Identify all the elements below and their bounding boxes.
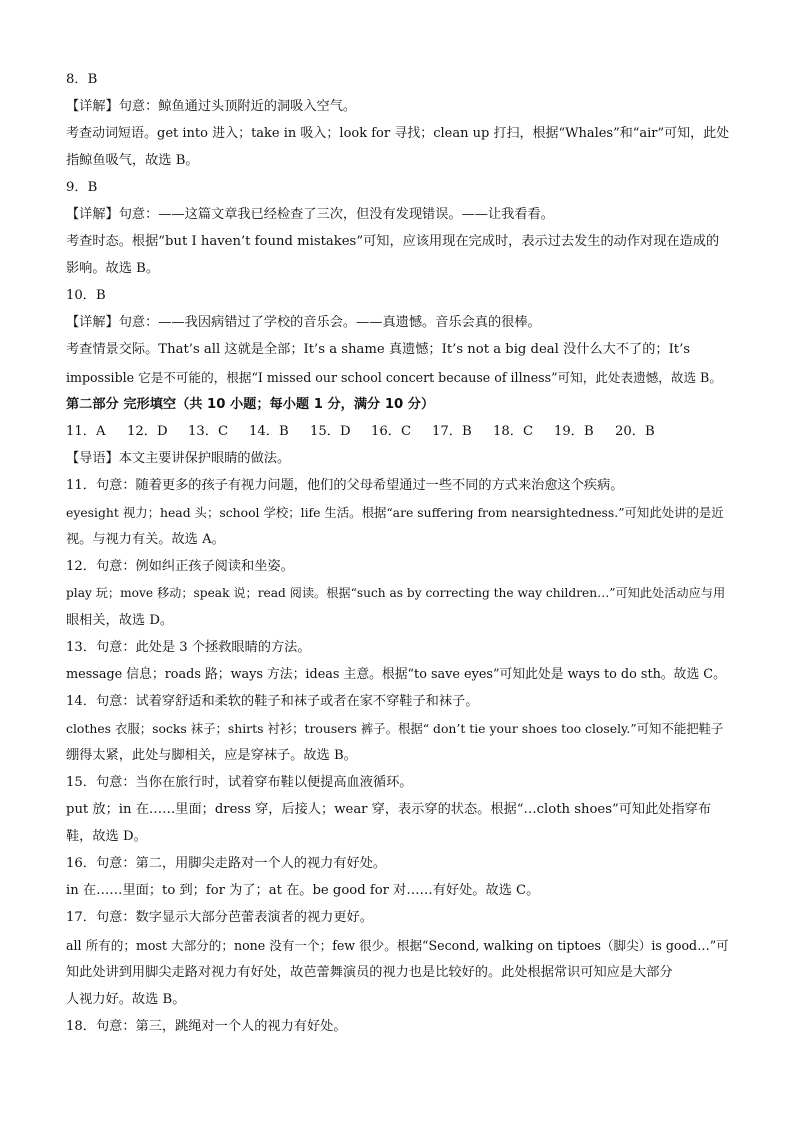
explanation-line: play 玩；move 移动；speak 说；read 阅读。根据“such as by correcting the way children…”可知此处活动应与用 [66,585,726,600]
explanation-line: 11．句意：随着更多的孩子有视力问题，他们的父母希望通过一些不同的方式来治愈这个疾病。 [66,477,624,493]
answer-key-row [66,418,730,445]
explanation-line: eyesight 视力；head 头；school 学校；life 生活。根据“are suffering from nearsightedness.”可知此处讲的是近 [66,504,724,520]
explanation-line: 视。与视力有关。故选 A。 [66,531,225,547]
explanation-line: 【详解】句意：——我因病错过了学校的音乐会。——真遗憾。音乐会真的很棒。 [66,315,541,331]
explanation-line: all 所有的；most 大部分的；none 没有一个；few 很少。根据“Second, walking on tiptoes（脚尖）is good…”可 [66,937,729,953]
explanation-line: 绷得太紧，此处与脚相关，应是穿袜子。故选 B。 [66,748,357,764]
answer-key-item: 14．B [249,423,289,439]
explanation-line: 15．句意：当你在旅行时，试着穿布鞋以便提高血液循环。 [66,775,413,791]
explanation-line: 13．句意：此处是 3 个拯救眼睛的方法。 [66,639,311,655]
explanation-line: 考查动词短语。get into 进入；take in 吸入；look for 寻找；clean up 打扫，根据“Whales”和“air”可知，此处 [66,126,730,142]
explanation-line: 【详解】句意：鲸鱼通过头顶附近的洞吸入空气。 [66,99,357,115]
explanation-line: 影响。故选 B。 [66,261,160,277]
explanation-line: clothes 衣服；socks 袜子；shirts 衬衫；trousers 裤子。根据“ don’t tie your shoes too closely.”可知不能把鞋子 [66,721,724,737]
answer-key-item: 20．B [615,423,655,439]
explanation-line: 12．句意：例如纠正孩子阅读和坐姿。 [66,558,294,574]
section-heading: 第二部分 完形填空（共 10 小题；每小题 1 分，满分 10 分） [66,396,435,412]
answer-key-item: 18．C [493,423,534,439]
explanation-line: 知此处讲到用脚尖走路对视力有好处，故芭蕾舞演员的视力也是比较好的。此处根据常识可知应是大部分 [66,964,673,980]
answer-key-item: 15．D [310,423,351,439]
answer-key-item: 17．B [432,423,472,439]
answer-key-item: 13．C [188,423,229,439]
intro-line: 【导语】本文主要讲保护眼睛的做法。 [66,450,291,466]
answer-key-item: 11．A [66,423,106,439]
explanation-line: in 在……里面；to 到；for 为了；at 在。be good for 对……有好处。故选 C。 [66,883,540,899]
explanation-line: 人视力好。故选 B。 [66,991,186,1007]
explanation-line: 17．句意：数字显示大部分芭蕾表演者的视力更好。 [66,910,373,926]
explanation-line: 鞋，故选 D。 [66,829,147,845]
page-body [66,66,730,1040]
explanation-line: 考查情景交际。That’s all 这就是全部；It’s a shame 真遗憾；It’s not a big deal 没什么大不了的；It’s [66,342,691,358]
explanation-line: 【详解】句意：——这篇文章我已经检查了三次，但没有发现错误。——让我看看。 [66,207,554,223]
question-number: 8．B [66,72,98,87]
explanation-line: impossible 它是不可能的，根据“I missed our school concert because of illness”可知，此处表遗憾，故选 B。 [66,369,722,385]
explanation-line: put 放；in 在……里面；dress 穿，后接人；wear 穿，表示穿的状态。根据“…cloth shoes”可知此处指穿布 [66,802,712,818]
question-number: 10．B [66,288,106,304]
explanation-line: 考查时态。根据“but I haven’t found mistakes”可知，应该用现在完成时，表示过去发生的动作对现在造成的 [66,234,720,250]
explanation-line: 指鲸鱼吸气，故选 B。 [66,153,199,169]
explanation-line: 14．句意：试着穿舒适和柔软的鞋子和袜子或者在家不穿鞋子和袜子。 [66,694,479,710]
answer-key-item: 19．B [554,423,594,439]
question-number: 9．B [66,180,98,196]
explanation-line: 16．句意：第二，用脚尖走路对一个人的视力有好处。 [66,856,387,872]
explanation-line: message 信息；roads 路；ways 方法；ideas 主意。根据“to save eyes”可知此处是 ways to do sth。故选 C。 [66,667,726,683]
answer-key-item: 16．C [371,423,412,439]
explanation-line: 眼相关，故选 D。 [66,612,174,628]
answer-key-item: 12．D [127,423,168,439]
explanation-line: 18．句意：第三，跳绳对一个人的视力有好处。 [66,1018,347,1034]
